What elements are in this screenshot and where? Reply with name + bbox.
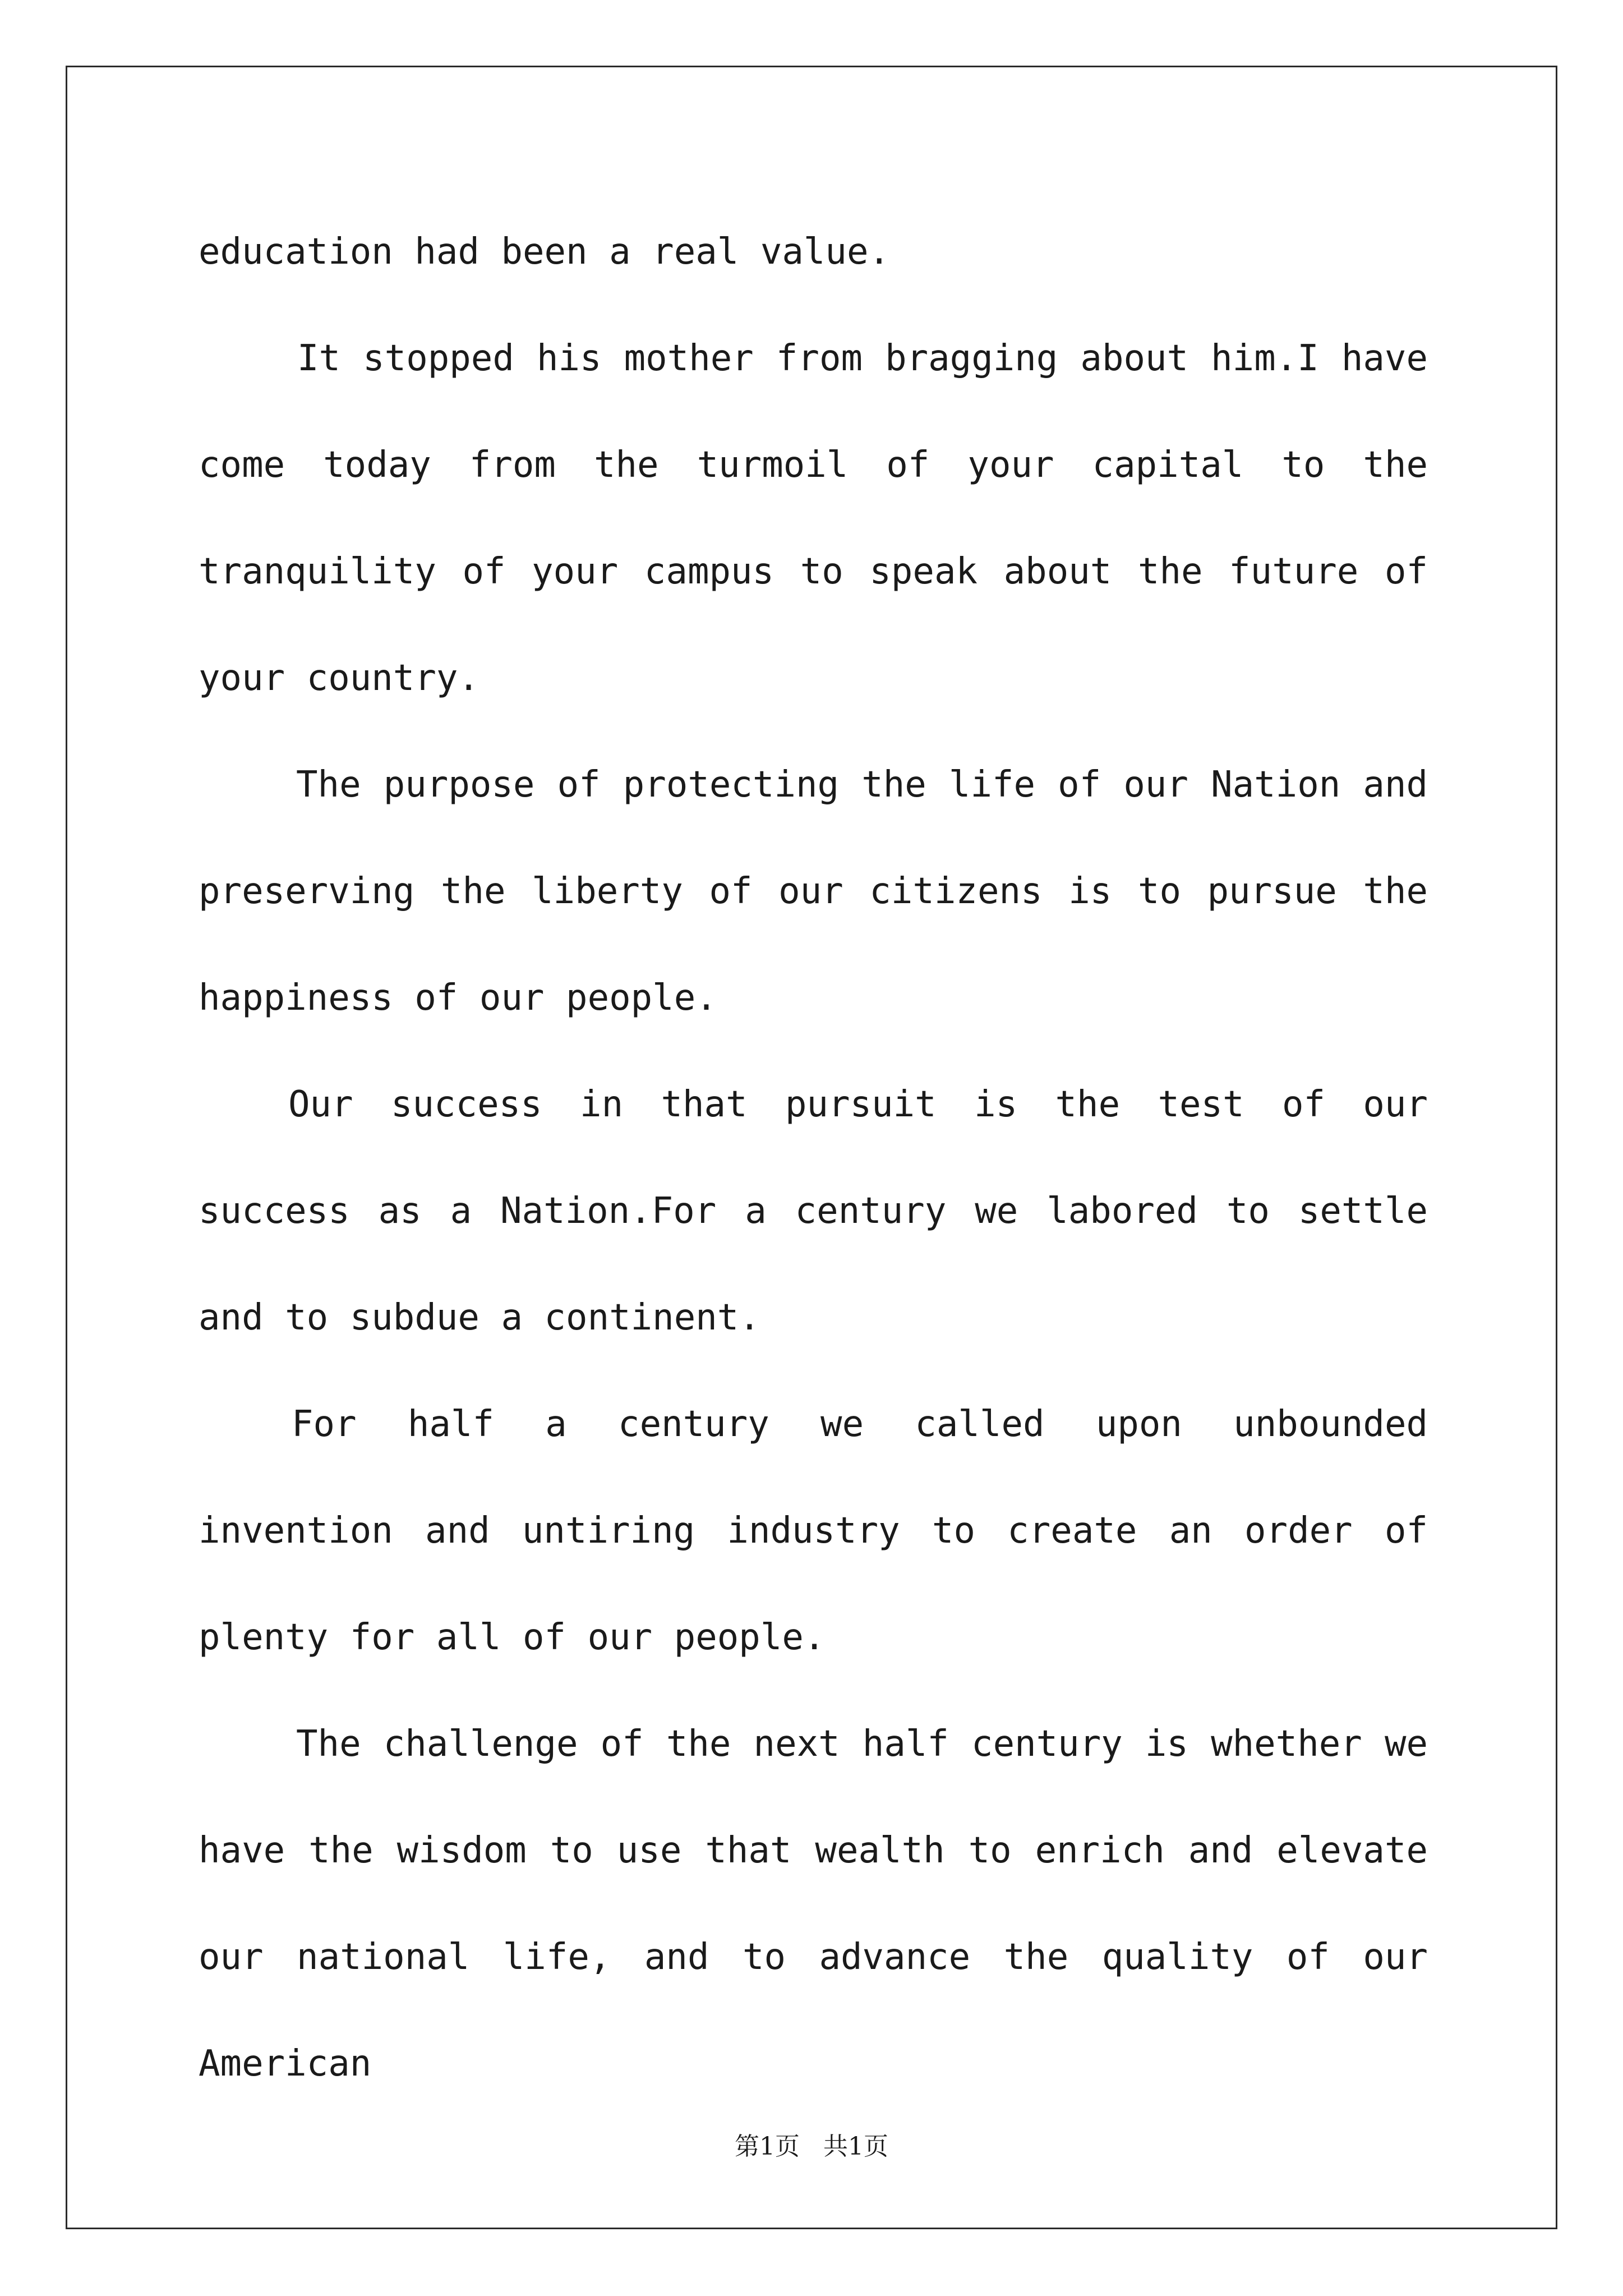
paragraph: For half a century we called upon unbounded invention and untiring industry to create an order of plenty for all of our people. xyxy=(199,1404,1428,1658)
page-number-footer: 第1页 共1页 xyxy=(735,2132,888,2161)
paragraph-continuation: education had been a real value. xyxy=(199,231,890,273)
paragraph: The purpose of protecting the life of our Nation and preserving the liberty of our citizens is to pursue the happiness of our people. xyxy=(199,764,1428,1019)
document-body xyxy=(199,199,1428,2117)
paragraph: It stopped his mother from bragging about him.I have come today from the turmoil of your capital to the tranquility of your campus to speak about the future of your country. xyxy=(199,338,1428,699)
paragraph: The challenge of the next half century is whether we have the wisdom to use that wealth to enrich and elevate our national life, and to advance the quality of our American xyxy=(199,1723,1428,2085)
paragraph: Our success in that pursuit is the test of our success as a Nation.For a century we labored to settle and to subdue a continent. xyxy=(199,1084,1428,1338)
